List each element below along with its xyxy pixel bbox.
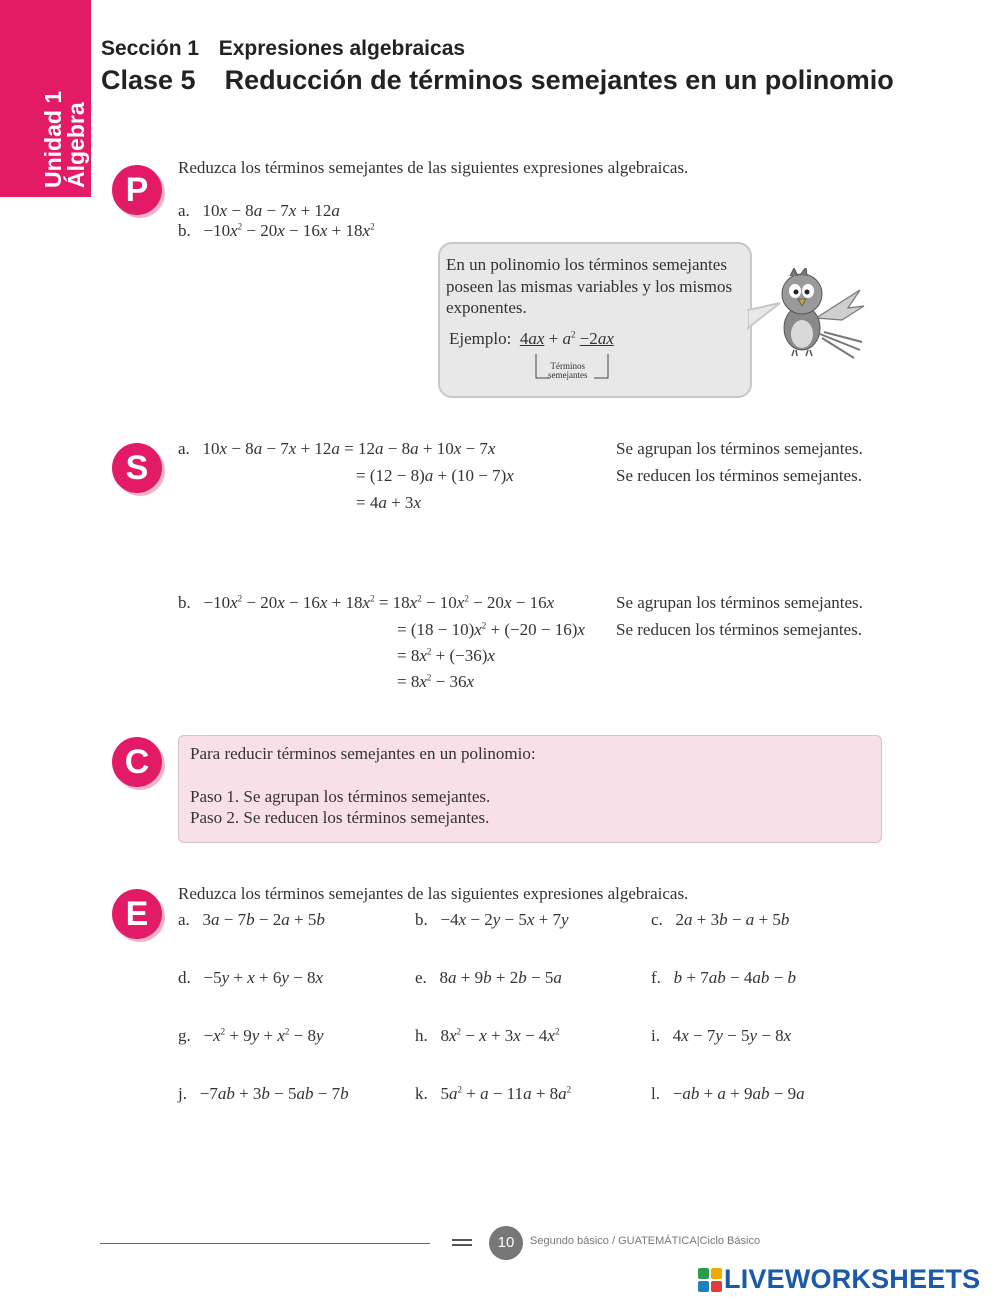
exercise-c[interactable]: c. 2a + 3b − a + 5b xyxy=(651,910,790,929)
footer-divider xyxy=(100,1243,430,1244)
footer-text: Segundo básico / GUATEMÁTICA|Ciclo Básico xyxy=(530,1235,761,1247)
solution-b-line1: b. $-10x^2 - 20x - 16x + 18x^2 = 18x^2 - 10x^2 - 20x - 16x$ xyxy=(178,593,555,612)
solution-a-line3: = 4a + 3x xyxy=(356,493,421,512)
solution-a-note-group: Se agrupan los términos semejantes. xyxy=(616,439,863,458)
problem-b: b. $-10x^2 - 20x - 16x + 18x^2$ xyxy=(178,221,375,240)
conclusion-step2: Paso 2. Se reducen los términos semejantes. xyxy=(190,808,490,827)
bird-mascot-icon xyxy=(776,268,866,360)
solution-a-note-reduce: Se reducen los términos semejantes. xyxy=(616,466,862,485)
class-title: Reducción de términos semejantes en un polinomio xyxy=(224,65,894,95)
exercise-l[interactable]: l. −ab + a + 9ab − 9a xyxy=(651,1084,805,1103)
exercise-d[interactable]: d. −5y + x + 6y − 8x xyxy=(178,968,324,987)
topic-label: Álgebra xyxy=(63,102,89,188)
page-number: 10 xyxy=(489,1226,523,1260)
brace-label: Términos semejantes xyxy=(548,361,588,380)
solution-b-note-reduce: Se reducen los términos semejantes. xyxy=(616,620,862,639)
problem-instruction: Reduzca los términos semejantes de las siguientes expresiones algebraicas. xyxy=(178,158,689,177)
liveworksheets-brand[interactable]: LIVEWORKSHEETS xyxy=(724,1264,981,1294)
solution-b-note-group: Se agrupan los términos semejantes. xyxy=(616,593,863,612)
badge-solution: S xyxy=(112,443,162,493)
exercise-j[interactable]: j. −7ab + 3b − 5ab − 7b xyxy=(178,1084,349,1103)
exercise-a[interactable]: a. 3a − 7b − 2a + 5b xyxy=(178,910,325,929)
exercise-h[interactable]: h. $8x^2 - x + 3x - 4x^2$ xyxy=(415,1026,560,1045)
conclusion-step1: Paso 1. Se agrupan los términos semejantes. xyxy=(190,787,491,806)
tip-text: En un polinomio los términos semejantes poseen las mismas variables y los mismos exponentes. xyxy=(446,255,733,317)
solution-b-line2: = $(18 - 10)x^2 + (-20 - 16)x$ xyxy=(397,620,585,639)
section-heading xyxy=(101,37,465,61)
section-label: Sección 1 xyxy=(101,37,200,60)
exercise-i[interactable]: i. 4x − 7y − 5y − 8x xyxy=(651,1026,792,1045)
badge-problem: P xyxy=(112,165,162,215)
exercises-instruction: Reduzca los términos semejantes de las siguientes expresiones algebraicas. xyxy=(178,884,689,903)
page-title xyxy=(101,65,894,96)
unit-tab-text xyxy=(42,91,88,188)
solution-a-line1: a. 10x − 8a − 7x + 12a = 12a − 8a + 10x − 7x xyxy=(178,439,496,458)
solution-b-line3: = $8x^2 + (-36)x$ xyxy=(397,646,495,665)
solution-a-line2: = (12 − 8)a + (10 − 7)x xyxy=(356,466,514,485)
badge-exercises: E xyxy=(112,889,162,939)
badge-conclusion: C xyxy=(112,737,162,787)
exercise-f[interactable]: f. b + 7ab − 4ab − b xyxy=(651,968,796,987)
unit-tab xyxy=(0,0,91,197)
footer-equals-icon xyxy=(452,1238,472,1248)
liveworksheets-logo-icon xyxy=(698,1268,722,1292)
tip-bubble xyxy=(438,242,752,398)
class-label: Clase 5 xyxy=(101,65,196,95)
section-title: Expresiones algebraicas xyxy=(218,37,466,60)
exercise-e[interactable]: e. 8a + 9b + 2b − 5a xyxy=(415,968,562,987)
exercise-k[interactable]: k. $5a^2 + a - 11a + 8a^2$ xyxy=(415,1084,572,1103)
conclusion-title: Para reducir términos semejantes en un polinomio: xyxy=(190,744,536,763)
unit-label: Unidad 1 xyxy=(40,90,66,188)
problem-a: a. 10x − 8a − 7x + 12a xyxy=(178,201,340,220)
tip-example: Ejemplo: $4ax + a^2 -2ax$ xyxy=(449,329,614,348)
solution-b-line4: = $8x^2 - 36x$ xyxy=(397,672,475,691)
conclusion-box xyxy=(178,735,882,843)
exercise-b[interactable]: b. −4x − 2y − 5x + 7y xyxy=(415,910,569,929)
exercise-g[interactable]: g. $-x^2 + 9y + x^2 - 8y$ xyxy=(178,1026,324,1045)
